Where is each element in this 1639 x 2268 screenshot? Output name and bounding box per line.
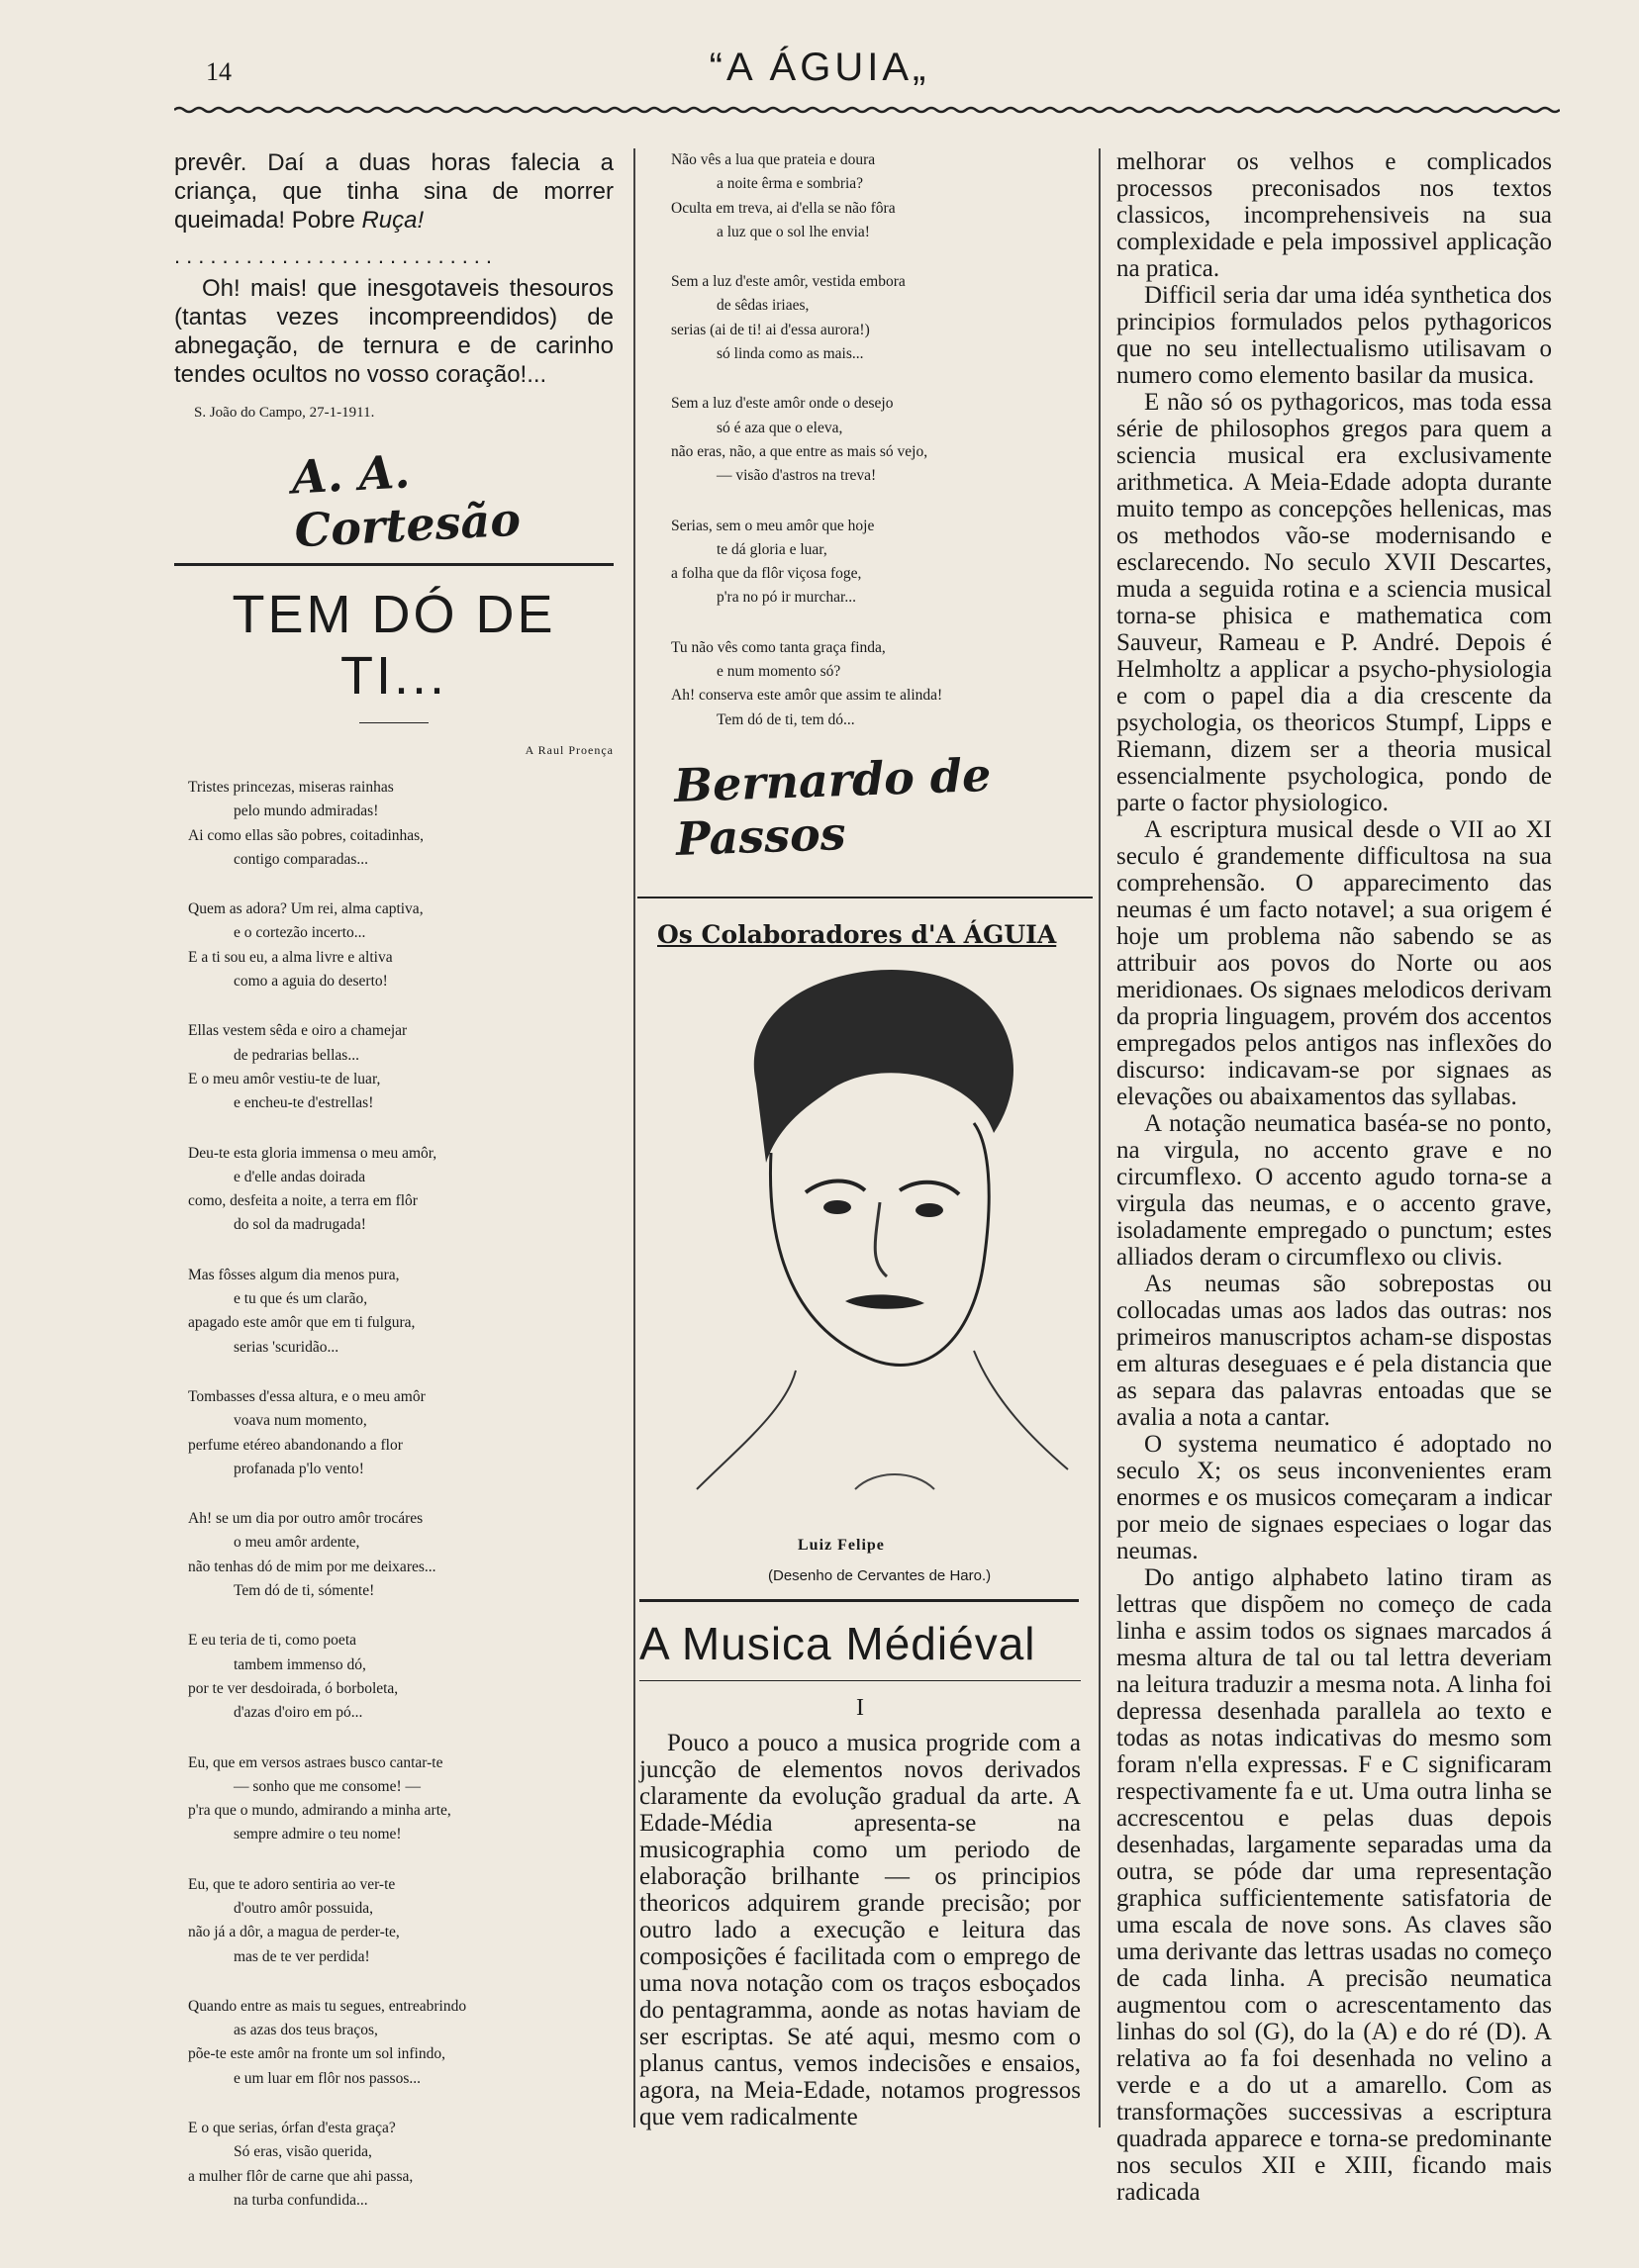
poem-line: como a aguia do deserto!: [234, 973, 388, 991]
article-paragraph: melhorar os velhos e complicados processos preconisados nos textos classicos, incomprehensiveis na sua complexidade e pela impossivel applicação na pratica.: [1116, 148, 1552, 282]
poem-line: d'outro amôr possuida,: [234, 1899, 373, 1917]
poem-line: Oculta em treva, ai d'ella se não fôra: [671, 199, 896, 217]
poem-line: não já a dôr, a magua de perder-te,: [188, 1924, 400, 1941]
poem-line: E o que serias, órfan d'esta graça?: [188, 2120, 396, 2137]
poem-line: Sem a luz d'este amôr, vestida embora: [671, 273, 906, 291]
poem-line: de pedrarias bellas...: [234, 1046, 359, 1064]
stanza: [174, 1264, 614, 1360]
poem-line: Tem dó de ti, sómente!: [234, 1582, 375, 1600]
stanza: [174, 1995, 614, 2091]
poem-line: a noite êrma e sombria?: [717, 175, 864, 193]
poem-line: Tristes princezas, miseras rainhas: [188, 779, 394, 796]
intro-paragraph-2: Oh! mais! que inesgotaveis thesouros (tantas vezes incompreendidos) de abnegação, de ternura e de carinho tendes ocultos no vosso coração!...: [174, 275, 614, 388]
poem-line: Quem as adora? Um rei, alma captiva,: [188, 900, 424, 918]
article-title: A Musica Médiéval: [639, 1618, 1036, 1669]
article-paragraph: Difficil seria dar uma idéa synthetica dos principios formulados pelos pythagoricos que no seu intellectualismo utilisavam o numero como elemento basilar da musica.: [1116, 282, 1552, 389]
poem-line: serias (ai de ti! ai d'essa aurora!): [671, 321, 870, 338]
poem-line: Tu não vês como tanta graça finda,: [671, 638, 886, 656]
poem-line: e um luar em flôr nos passos...: [234, 2069, 421, 2087]
divider: [174, 563, 614, 566]
intro-text: [174, 148, 614, 389]
stanza: [174, 776, 614, 872]
stanza: [174, 2117, 614, 2213]
poem-line: e o cortezão incerto...: [234, 924, 366, 942]
poem-line: só linda como as mais...: [717, 345, 864, 363]
poem-line: a mulher flôr de carne que ahi passa,: [188, 2167, 414, 2185]
stanza: [657, 515, 1073, 611]
column-right: [1116, 148, 1552, 2206]
poem-line: contigo comparadas...: [234, 850, 369, 868]
place-date: S. João do Campo, 27-1-1911.: [194, 405, 375, 421]
title-underline: [639, 1680, 1081, 1681]
colaboradores-title: Os Colaboradores d'A ÁGUIA: [657, 919, 1057, 949]
portrait-name: Luiz Felipe: [798, 1537, 885, 1554]
poem-line: voava num momento,: [234, 1412, 367, 1430]
signature-bernardo: Bernardo de Passos: [673, 747, 993, 866]
poem-line: profanada p'lo vento!: [234, 1460, 364, 1477]
poem-continuation: [657, 148, 1073, 732]
poem-line: Ai como ellas são pobres, coitadinhas,: [188, 826, 425, 844]
poem-line: Quando entre as mais tu segues, entreabrindo: [188, 1997, 467, 2015]
poem-line: e d'elle andas doirada: [234, 1168, 366, 1185]
poem-line: tambem immenso dó,: [234, 1655, 366, 1673]
poem-line: pelo mundo admiradas!: [234, 803, 379, 820]
poem-line: não tenhas dó de mim por me deixares...: [188, 1558, 436, 1575]
poem-line: Tem dó de ti, tem dó...: [717, 710, 855, 728]
poem-line: apagado este amôr que em ti fulgura,: [188, 1314, 416, 1332]
poem-line: Eu, que te adoro sentiria ao ver-te: [188, 1875, 396, 1893]
stanza: [174, 1385, 614, 1481]
poem-line: o meu amôr ardente,: [234, 1534, 360, 1552]
stanza: [174, 898, 614, 993]
intro-italic-name: Ruça!: [361, 207, 425, 234]
poem-line: E eu teria de ti, como poeta: [188, 1632, 357, 1650]
poem-line: não eras, não, a que entre as mais só vejo,: [671, 442, 928, 460]
page-number: 14: [206, 57, 232, 86]
short-divider: [359, 722, 429, 723]
stanza: [174, 1629, 614, 1725]
column-left: [174, 148, 614, 2238]
stanza: [657, 636, 1073, 732]
divider: [637, 897, 1093, 898]
poem-dedication: A Raul Proença: [525, 743, 614, 757]
poem-line: só é aza que o eleva,: [717, 419, 843, 436]
column-middle: [657, 148, 1073, 949]
portrait-credit: (Desenho de Cervantes de Haro.): [768, 1567, 992, 1584]
poem-line: Serias, sem o meu amôr que hoje: [671, 517, 875, 534]
poem-line: p'ra que o mundo, admirando a minha arte,: [188, 1802, 451, 1820]
article-paragraph: A notação neumatica baséa-se no ponto, na virgula, no accento grave e no circumflexo. O accento agudo torna-se a virgula das neumas, e o accento grave, isoladamente empregado o punctum; estes alliados deram o circumflexo ou clivis.: [1116, 1110, 1552, 1271]
poem-line: te dá gloria e luar,: [717, 540, 827, 558]
poem-line: põe-te este amôr na fronte um sol infindo,: [188, 2045, 445, 2063]
poem-line: Ah! conserva este amôr que assim te alinda!: [671, 687, 943, 705]
poem-line: as azas dos teus braços,: [234, 2022, 378, 2039]
poem-line: de sêdas iriaes,: [717, 297, 810, 315]
article-paragraph: O systema neumatico é adoptado no seculo X; os seus inconvenientes eram enormes e os musicos começaram a indicar por meio de signaes especiaes o logar das neumas.: [1116, 1431, 1552, 1564]
poem-body: [174, 776, 614, 2213]
stanza: [657, 392, 1073, 488]
stanza: [174, 1751, 614, 1847]
article-paragraph: A escriptura musical desde o VII ao XI seculo é grandemente difficultosa na sua comprehensão. O apparecimento das neumas é um facto notavel; a sua origem é hoje um problema não sabendo se as attribuir aos povos do Norte ou aos meridionaes. Os signaes melodicos derivam da propria linguagem, provém dos accentos empregados pelos antigos nas inflexões do discurso: indicavam-se por signaes as elevações ou abaixamentos das syllabas.: [1116, 816, 1552, 1110]
article-paragraph: Do antigo alphabeto latino tiram as lettras que dispõem no começo de cada linha e assim todos os signaes marcados á mesma altura de tal ou tal lettra deveriam na leitura traduzir a mesma nota. A linha foi depressa desenhada parallela ao texto e todas as notas indicativas do mesmo som foram n'ella expressas. F e C significaram respectivamente fa e ut. Uma outra linha se accrescentou e pelas duas depois desenhadas, largamente separadas uma da outra, se póde dar uma representação graphica sufficientemente satisfatoria de uma escala de nove sons. As claves são uma derivante das lettras usadas no começo de cada linha. A precisão neumatica augmentou com o acrescentamento das linhas do sol (G), do la (A) e do ré (D). A relativa ao fa foi desenhada no velino a verde e a do ut a amarello. Com as transformações successivas a escriptura quadrada apparece e torna-se predominante nos seculos XII e XIII, ficando mais radicada: [1116, 1564, 1552, 2206]
poem-line: Não vês a lua que prateia e doura: [671, 151, 876, 168]
poem-line: e encheu-te d'estrellas!: [234, 1094, 374, 1112]
article-paragraph: E não só os pythagoricos, mas toda essa série de philosophos gregos para quem a sciencia musical era exclusivamente arithmetica. A Meia-Edade adopta durante muito tempo as concepções hellenicas, mas os methodos vão-se modernisando e esclarecendo. No seculo XVII Descartes, muda a seguida rotina e a sciencia musical torna-se phisica e mathematica com Sauveur, Rameau e P. André. Depois é Helmholtz a applicar a psycho-physiologia e com o papel dia a dia crescente da psychologia, os theoricos Stumpf, Lipps e Riemann, dizem ser a theoria musical essencialmente psychologica, pondo de parte o factor physiologico.: [1116, 389, 1552, 816]
stanza: [657, 148, 1073, 244]
header-wavy-rule: [174, 105, 1560, 115]
poem-line: perfume etéreo abandonando a flor: [188, 1436, 403, 1454]
poem-line: Ellas vestem sêda e oiro a chamejar: [188, 1022, 408, 1040]
poem-line: por te ver desdoirada, ó borboleta,: [188, 1679, 399, 1697]
poem-line: p'ra no pó ir murchar...: [717, 589, 856, 607]
stanza: [174, 1507, 614, 1603]
poem-line: serias 'scuridão...: [234, 1338, 339, 1356]
journal-title: “A ÁGUIA„: [709, 46, 930, 89]
divider: [639, 1599, 1079, 1602]
poem-line: do sol da madrugada!: [234, 1216, 366, 1234]
poem-line: sempre admire o teu nome!: [234, 1826, 402, 1843]
poem-line: Deu-te esta gloria immensa o meu amôr,: [188, 1144, 437, 1162]
stanza: [174, 1019, 614, 1115]
poem-line: — visão d'astros na treva!: [717, 467, 877, 485]
article-block: [639, 1617, 1081, 2130]
poem-line: E o meu amôr vestiu-te de luar,: [188, 1070, 381, 1087]
poem-line: a folha que da flôr viçosa foge,: [671, 565, 862, 583]
poem-line: Sem a luz d'este amôr onde o desejo: [671, 395, 894, 413]
poem-line: E a ti sou eu, a alma livre e altiva: [188, 948, 393, 966]
section-numeral: I: [856, 1695, 864, 1721]
poem-line: Ah! se um dia por outro amôr trocáres: [188, 1510, 424, 1528]
poem-line: Mas fôsses algum dia menos pura,: [188, 1266, 400, 1283]
poem-line: Eu, que em versos astraes busco cantar-te: [188, 1753, 443, 1771]
column-rule-1: [633, 148, 635, 2127]
separator-dots: ...........................: [174, 243, 499, 268]
poem-line: como, desfeita a noite, a terra em flôr: [188, 1192, 418, 1210]
stanza: [657, 270, 1073, 366]
poem-line: na turba confundida...: [234, 2191, 368, 2209]
signature-cortesao: A. A. Cortesão: [290, 444, 523, 558]
article-paragraph: As neumas são sobrepostas ou collocadas umas aos lados das outras: nos primeiros manuscriptos acham-se dispostas em alturas deseguaes e é pela distancia que as separa das palavras entoadas que se avalia a nota a cantar.: [1116, 1271, 1552, 1431]
poem-line: e tu que és um clarão,: [234, 1290, 368, 1308]
poem-title: TEM DÓ DE TI...: [232, 585, 556, 706]
poem-line: Só eras, visão querida,: [234, 2143, 372, 2161]
poem-line: d'azas d'oiro em pó...: [234, 1704, 363, 1722]
stanza: [174, 1873, 614, 1969]
intro-paragraph-1: prevêr. Daí a duas horas falecia a criança, que tinha sina de morrer queimada! Pobre: [174, 149, 614, 234]
poem-line: mas de te ver perdida!: [234, 1947, 370, 1965]
stanza: [174, 1142, 614, 1238]
article-paragraph: Pouco a pouco a musica progride com a juncção de elementos novos derivados claramente da evolução gradual da arte. A Edade-Média apresenta-se na musicographia como um periodo de elaboração brilhante — os principios theoricos adquirem grande precisão; por outro lado a execução e leitura das composições é facilitada com o emprego de uma nova notação com os traços esboçados do pentagramma, aonde as notas haviam de ser escriptas. Se até aqui, mesmo com o planus cantus, vemos indecisões e ensaios, agora, na Meia-Edade, notamos progressos que vem radicalmente: [639, 1730, 1081, 2130]
poem-line: Tombasses d'essa altura, e o meu amôr: [188, 1387, 426, 1405]
poem-line: a luz que o sol lhe envia!: [717, 223, 870, 240]
poem-line: — sonho que me consome! —: [234, 1777, 421, 1795]
column-rule-2: [1099, 148, 1101, 2127]
poem-line: e num momento só?: [717, 663, 841, 681]
portrait-drawing: [677, 935, 1073, 1529]
